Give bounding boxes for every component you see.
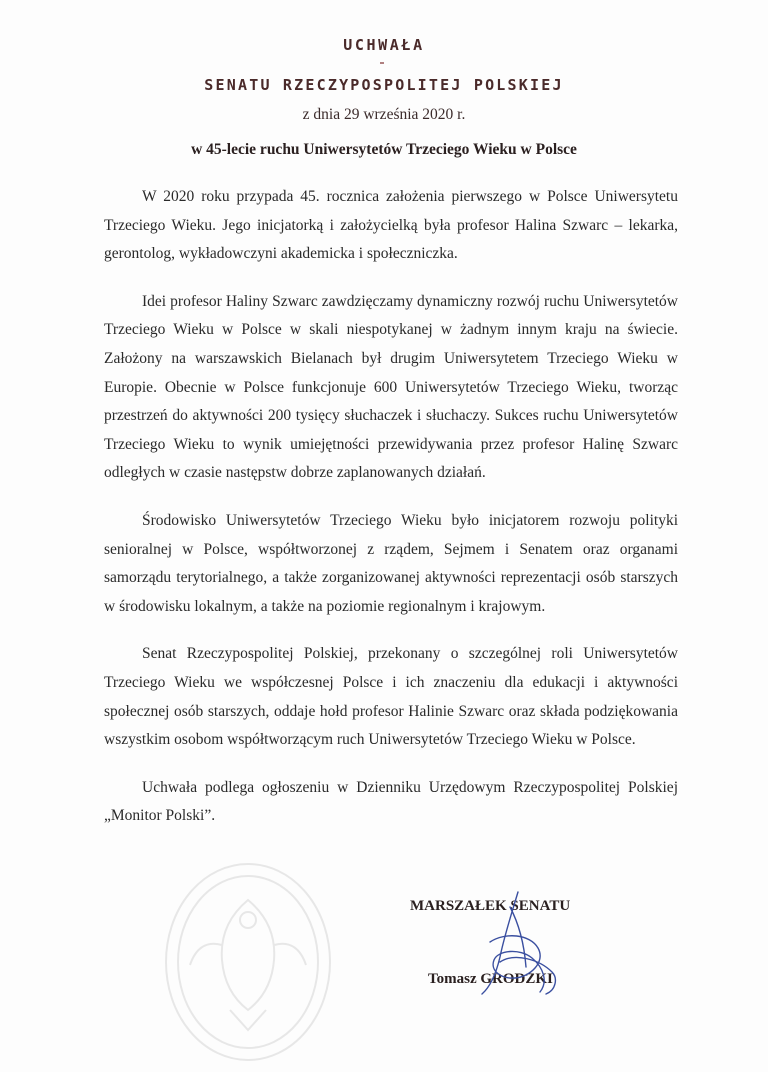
paragraph: Uchwała podlega ogłoszeniu w Dzienniku Urzędowym Rzeczypospolitej Polskiej „Monitor Polski”. xyxy=(104,778,678,825)
handwritten-signature-icon xyxy=(460,882,570,1002)
paragraph: Idei profesor Haliny Szwarc zawdzięczamy dynamiczny rozwój ruchu Uniwersytetów Trzeciego Wieku w Polsce w skali niespotykanej w żadnym innym kraju na świecie. Założony na warszawskich Bielanach był drugim Uniwersytetem Trzeciego Wieku w Europie. Obecnie w Polsce funkcjonuje 600 Uniwersytetów Trzeciego Wieku, tworząc przestrzeń do aktywności 200 tysięcy słuchaczek i słuchaczy. Sukces ruchu Uniwersytetów Trzeciego Wieku to wynik umiejętności przewidywania przez profesor Halinę Szwarc odległych w czasie następstw dobrze zaplanowanych działań. xyxy=(104,292,678,482)
issuer-heading: SENATU RZECZYPOSPOLITEJ POLSKIEJ xyxy=(204,76,564,94)
resolution-body xyxy=(104,183,678,850)
resolution-subject: w 45-lecie ruchu Uniwersytetów Trzeciego Wieku w Polsce xyxy=(191,141,577,158)
paragraph: W 2020 roku przypada 45. rocznica założenia pierwszego w Polsce Uniwersytetu Trzeciego Wieku. Jego inicjatorką i założycielką była profesor Halina Szwarc – lekarka, gerontolog, wykładowczyni akademicka i społeczniczka. xyxy=(104,188,678,263)
paragraph: Senat Rzeczypospolitej Polskiej, przekonany o szczególnej roli Uniwersytetów Trzeciego Wieku we współczesnej Polsce i ich znaczeniu dla edukacji i aktywności społecznej osób starszych, oddaje hołd profesor Halinie Szwarc oraz składa podziękowania wszystkim osobom współtworzącym ruch Uniwersytetów Trzeciego Wieku w Polsce. xyxy=(104,645,678,749)
resolution-date: z dnia 29 września 2020 r. xyxy=(302,106,466,123)
embossed-seal-icon xyxy=(160,860,335,1065)
signatory-title: MARSZAŁEK SENATU xyxy=(410,898,571,914)
resolution-title: UCHWAŁA xyxy=(343,36,425,54)
signatory-name: Tomasz GRODZKI xyxy=(428,971,553,987)
paragraph: Środowisko Uniwersytetów Trzeciego Wieku było inicjatorem rozwoju polityki senioralnej w Polsce, współtworzonej z rządem, Sejmem i Senatem oraz organami samorządu terytorialnego, a także zorganizowanej aktywności reprezentacji osób starszych w środowisku lokalnym, a także na poziomie regionalnym i krajowym. xyxy=(104,511,678,615)
